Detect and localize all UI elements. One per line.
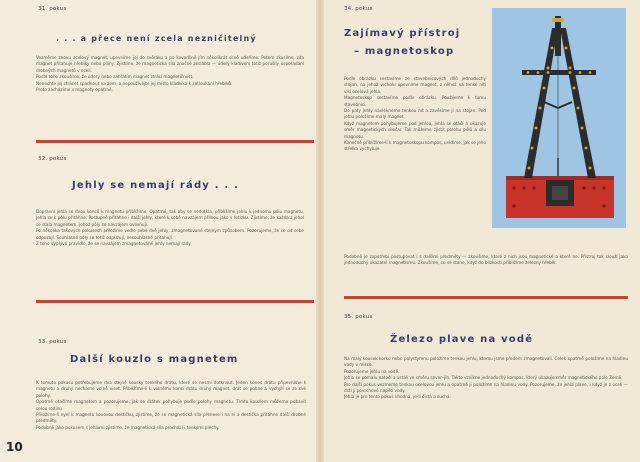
section-33-title: Další kouzlo s magnetem	[70, 354, 239, 365]
paragraph: Když magnetem pohybujeme pod jehlou, jehla se otáčí a ukazuje směr magnetických siločar. Tak můžeme zjistit polohu pólů a sílu magnetu.	[344, 120, 486, 139]
cross-bar	[522, 70, 596, 75]
paragraph: Dopravní jehla se dvou konců k magnetu přiblížíme. Opatrně, tak aby se nedotkla, přiblížíme jehlu k jednomu pólu magnetu. Jehla se k pólu přitáhne. Postupně přitáhne i další jehly, které k sobě navzájem přilnou jako v řetízku. Zjistíme, že každá z jehel se stala magnetem, jehož póly se navzájem ovlivňují.	[36, 209, 304, 227]
book-gutter	[316, 0, 324, 462]
red-divider	[344, 296, 628, 299]
paragraph: Podle obrázku sestavíme ze stavebnicových dílů jednoduchý stojan, na jehož vrcholu upevníme magnet, z něhož na tenké niti visí ocelová jehla.	[344, 76, 486, 94]
paragraph: Jehla se pomalu natočí a ustálí ve směru sever–jih. Takto vznikne jednoduchý kompas, který ukazuje směr magnetického pole Země.	[344, 375, 623, 381]
page-number: 10	[6, 440, 23, 454]
paragraph: Po několika takových pokusech přiložíme vedle sebe dvě jehly, zmagnetované stejným způsobem. Pozorujeme, že se od sebe odpuzují. Souhlasné póly se totiž odpuzují, nesouhlasné přitahují.	[36, 228, 304, 240]
paragraph: Proto zacházíme s magnety opatrně.	[36, 87, 113, 93]
section-35-label: 35. pokus	[344, 314, 373, 320]
red-divider	[36, 300, 314, 303]
paragraph: Do paty jehly navlékneme tenkou nit a zavěsíme ji na stojan. Pod jehlu položíme malý magnet.	[344, 108, 486, 120]
section-34-label: 34. pokus	[344, 6, 373, 12]
section-32-title: Jehly se nemají rády . . .	[72, 180, 240, 191]
paragraph: Přiložíme-li nyní k magnetu kovovou destičku, zjistíme, že se magnetická síla přenese i na ni a destička přitáhne další drobné předměty.	[36, 412, 306, 424]
paragraph: Podle toho zkoušíme, že údery nebo zahřátím magnet ztrácí magnetičnost.	[36, 74, 194, 80]
section-35-body	[344, 356, 628, 452]
section-32-body	[36, 209, 304, 297]
section-31-body	[36, 55, 304, 139]
section-33-label: 33. pokus	[38, 339, 67, 345]
section-35-title: Železo plave na vodě	[390, 334, 534, 345]
paragraph: Jehla je pro tento pokus vhodná, je-li čistá a suchá.	[344, 394, 451, 400]
paragraph: Opatrně otáčíme magnetem a pozorujeme, jak se drátek pohybuje podle polohy magnetu. Tímto kouzlem můžeme pobavit celou rodinu.	[36, 399, 306, 411]
paragraph: Konečně přiblížíme-li k magnetoskopu kompas, uvidíme, jak se jeho střelka vychyluje.	[344, 140, 486, 152]
paragraph: Vezměme znovu ocelový magnet, upevníme jej do svěráku a po kovadlině jím několikrát silně udeříme. Potom zkusíme, zda magnet přitahuje hřebíky nebo piliny. Zjistíme, že magnetická síla značně zeslábla — údery kladivem totiž porušily uspořádání drobných magnetů v oceli.	[36, 55, 304, 73]
section-34-title-line2: – magnetoskop	[354, 46, 455, 57]
paragraph: K tomuto pokusu potřebujeme dva stejné kousky tenkého drátu, které se nesmí dotknout. Jeden konec drátu připevníme k magnetu a druhý necháme volně viset. Přiblížíme-li k volnému konci drátu druhý magnet, drát se pohne a vychýlí se ze své polohy.	[36, 380, 306, 398]
frame-leg-left	[524, 28, 558, 178]
section-34-body	[344, 76, 486, 252]
section-34-body-continued	[344, 254, 628, 288]
red-divider	[36, 140, 314, 143]
paragraph: Nenechte jej ztrácet spadnout na zem, a nepoužívejte jej místo kladívka k zatloukání hřebíků.	[36, 80, 233, 86]
frame-leg-right	[560, 28, 596, 178]
section-31-label: 31. pokus	[38, 6, 67, 12]
paragraph: Podobně je zapotřebí postupovat i s dalšími předměty — zkoušíme, které z nich jsou magnetické a které ne. Přístroj tak slouží jako jednoduchý ukazatel magnetismu. Zkoušíme, co se stane, když do blízkosti přiblížíme železný hřebík.	[344, 254, 628, 266]
paragraph: Na malý kousek korku nebo polystyrenu položíme tenkou jehlu, kterou jsme předem zmagnetovali. Celek opatrně položíme na hladinu vody v misce.	[344, 356, 628, 368]
paragraph: Magnetoskop sestavíme podle obrázku. Použijeme k tomu stavebnici.	[344, 95, 486, 107]
section-32-label: 32. pokus	[38, 156, 67, 162]
paragraph: Z toho vyplývá pravidlo, že se navzájem zmagnetované jehly nemají rády.	[36, 241, 192, 247]
paragraph: Podobně jako pokusem s jehlami zjistíme, že magnetická síla prochází i tenkými plechy.	[36, 424, 220, 430]
paragraph: Pro další pokus vezmeme tenkou ocelovou jehlu a opatrně ji položíme na hladinu vody. Pozorujeme, že jehla plave, i když je z oceli — drží ji povrchové napětí vody.	[344, 381, 628, 394]
magnetoscope-illustration	[492, 8, 626, 228]
paragraph: Pozorujeme jehlu na vodě.	[344, 368, 400, 374]
section-34-title-line1: Zajímavý přístroj	[344, 28, 461, 39]
section-31-title: . . . a přece není zcela nezničitelný	[56, 34, 257, 43]
section-33-body	[36, 380, 306, 452]
magnetoscope-photo	[492, 8, 626, 228]
